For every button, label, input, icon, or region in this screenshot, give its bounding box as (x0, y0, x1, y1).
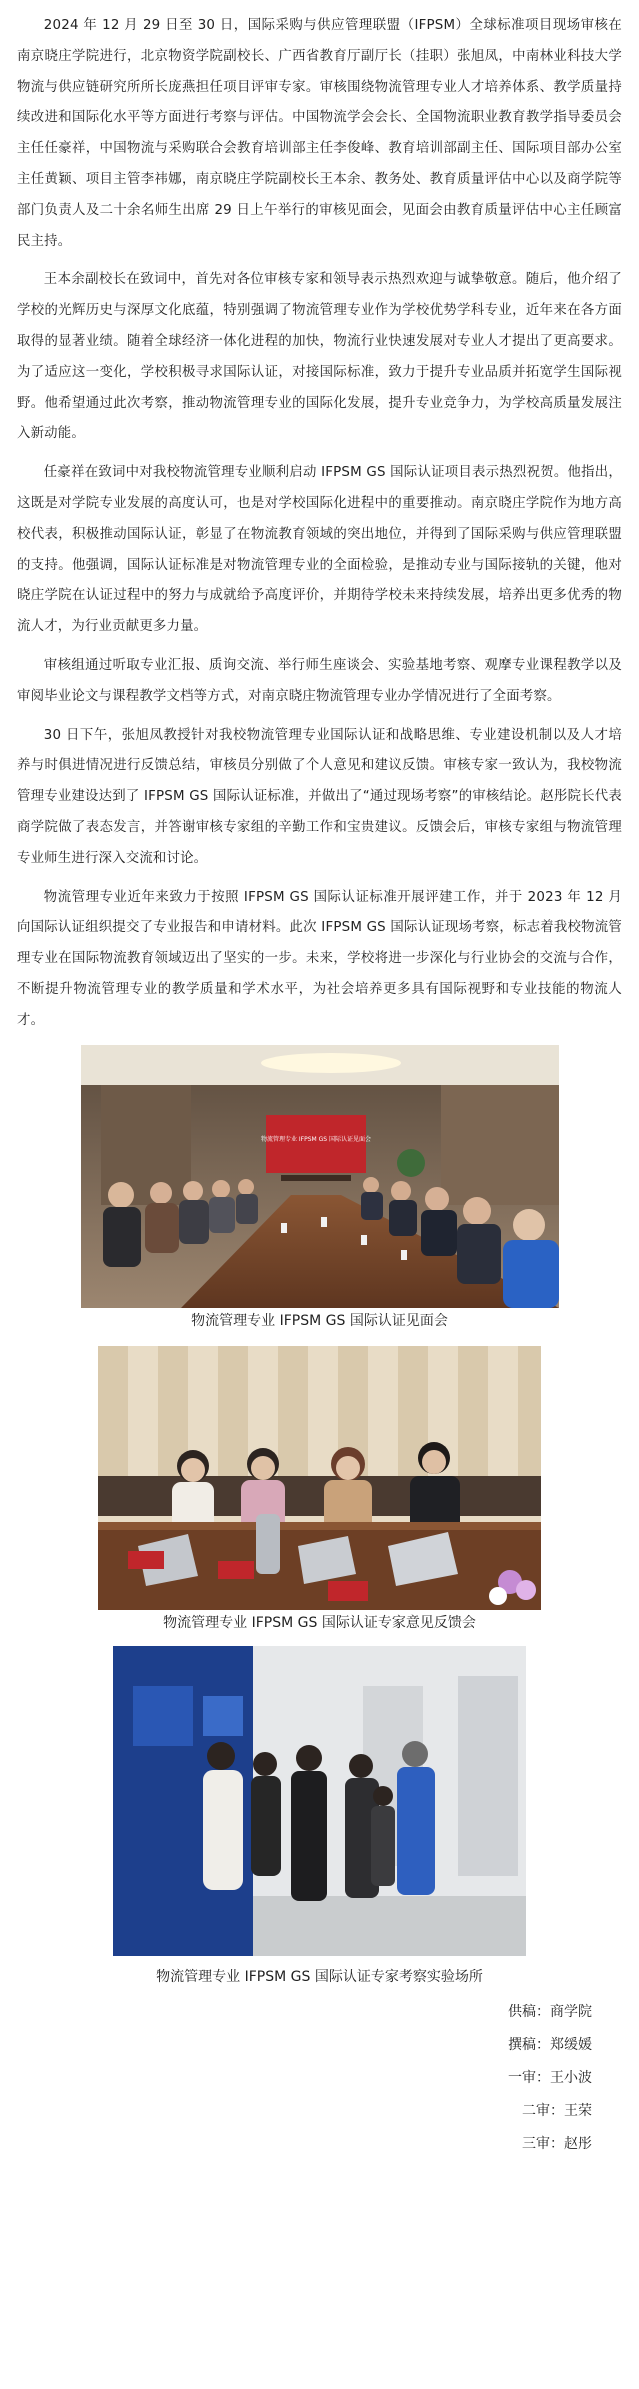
credit-review-2: 二审：王荣 (522, 2102, 592, 2119)
figure-feedback (17, 1346, 622, 1634)
credit-writer: 撰稿：郑缓媛 (508, 2036, 592, 2053)
paragraph-4: 审核组通过听取专业汇报、质询交流、举行师生座谈会、实验基地考察、观摩专业课程教学以及审阅毕业论文与课程教学文档等方式，对南京晓庄物流管理专业办学情况进行了全面考察。 (17, 657, 622, 704)
screen-text: 物流管理专业 IFPSM GS 国际认证见面会 (260, 1135, 371, 1143)
figure-meeting (17, 1045, 622, 1332)
meeting-photo (81, 1045, 559, 1308)
figure-caption-meeting: 物流管理专业 IFPSM GS 国际认证见面会 (191, 1312, 448, 1329)
meeting-photo-illustration (81, 1045, 559, 1308)
figure-caption-lab-visit: 物流管理专业 IFPSM GS 国际认证专家考察实验场所 (156, 1968, 483, 1985)
credit-review-3: 三审：赵彤 (522, 2135, 592, 2152)
lab-visit-photo-illustration (113, 1646, 526, 1956)
feedback-photo-illustration (98, 1346, 541, 1610)
feedback-photo (98, 1346, 541, 1610)
paragraph-5: 30 日下午，张旭凤教授针对我校物流管理专业国际认证和战略思维、专业建设机制以及人才培养与时俱进情况进行反馈总结，审核员分别做了个人意见和建议反馈。审核专家一致认为，我校物流管理专业建设达到了 IFPSM GS 国际认证标准，并做出了“通过现场考察”的审核结论。赵彤院长代表商学院做了表态发言，并答谢审核专家组的辛勤工作和宝贵建议。反馈会后，审核专家组与物流管理专业师生进行深入交流和讨论。 (17, 727, 622, 866)
paragraph-6: 物流管理专业近年来致力于按照 IFPSM GS 国际认证标准开展评建工作，并于 2023 年 12 月向国际认证组织提交了专业报告和申请材料。此次 IFPSM GS 国际认证现场考察，标志着我校物流管理专业在国际物流教育领域迈出了坚实的一步。未来，学校将进一步深化与行业协会的交流与合作，不断提升物流管理专业的教学质量和学术水平，为社会培养更多具有国际视野和专业技能的物流人才。 (17, 889, 622, 1028)
figure-lab-visit (17, 1646, 622, 1988)
credit-review-1: 一审：王小波 (508, 2069, 592, 2086)
credit-source: 供稿：商学院 (508, 2003, 592, 2020)
presentation-screen (266, 1115, 366, 1173)
paragraph-2: 王本余副校长在致词中，首先对各位审核专家和领导表示热烈欢迎与诚挚敬意。随后，他介绍了学校的光辉历史与深厚文化底蕴，特别强调了物流管理专业作为学校优势学科专业，近年来在各方面取得的显著业绩。随着全球经济一体化进程的加快，物流行业快速发展对专业人才提出了更高要求。为了适应这一变化，学校积极寻求国际认证，对接国际标准，致力于提升专业品质并拓宽学生国际视野。他希望通过此次考察，推动物流管理专业的国际化发展，提升专业竞争力，为学校高质量发展注入新动能。 (17, 272, 622, 442)
lab-visit-photo (113, 1646, 526, 1956)
credits (17, 1996, 622, 2161)
figure-caption-feedback: 物流管理专业 IFPSM GS 国际认证专家意见反馈会 (163, 1614, 476, 1631)
paragraph-1: 2024 年 12 月 29 日至 30 日，国际采购与供应管理联盟（IFPSM）全球标准项目现场审核在南京晓庄学院进行，北京物资学院副校长、广西省教育厅副厅长（挂职）张旭凤，中南林业科技大学物流与供应链研究所所长庞燕担任项目评审专家。审核围绕物流管理专业人才培养体系、教学质量持续改进和国际化水平等方面进行考察与评估。中国物流学会会长、全国物流职业教育教学指导委员会主任任豪祥，中国物流与采购联合会教育培训部主任李俊峰、教育培训部副主任、国际项目部办公室主任黄颖、项目主管李祎娜，南京晓庄学院副校长王本余、教务处、教育质量评估中心以及商学院等部门负责人及二十余名师生出席 29 日上午举行的审核见面会，见面会由教育质量评估中心主任顾富民主持。 (17, 18, 622, 249)
paragraph-3: 任豪祥在致词中对我校物流管理专业顺利启动 IFPSM GS 国际认证项目表示热烈祝贺。他指出，这既是对学院专业发展的高度认可，也是对学校国际化进程中的重要推动。南京晓庄学院作为地方高校代表，积极推动国际认证，彰显了在物流教育领域的突出地位，并得到了国际采购与供应管理联盟的支持。他强调，国际认证标准是对物流管理专业的全面检验，是推动专业与国际接轨的关键，他对晓庄学院在认证过程中的努力与成就给予高度评价，并期待学校未来持续发展，培养出更多优秀的物流人才，为行业贡献更多力量。 (17, 465, 622, 635)
